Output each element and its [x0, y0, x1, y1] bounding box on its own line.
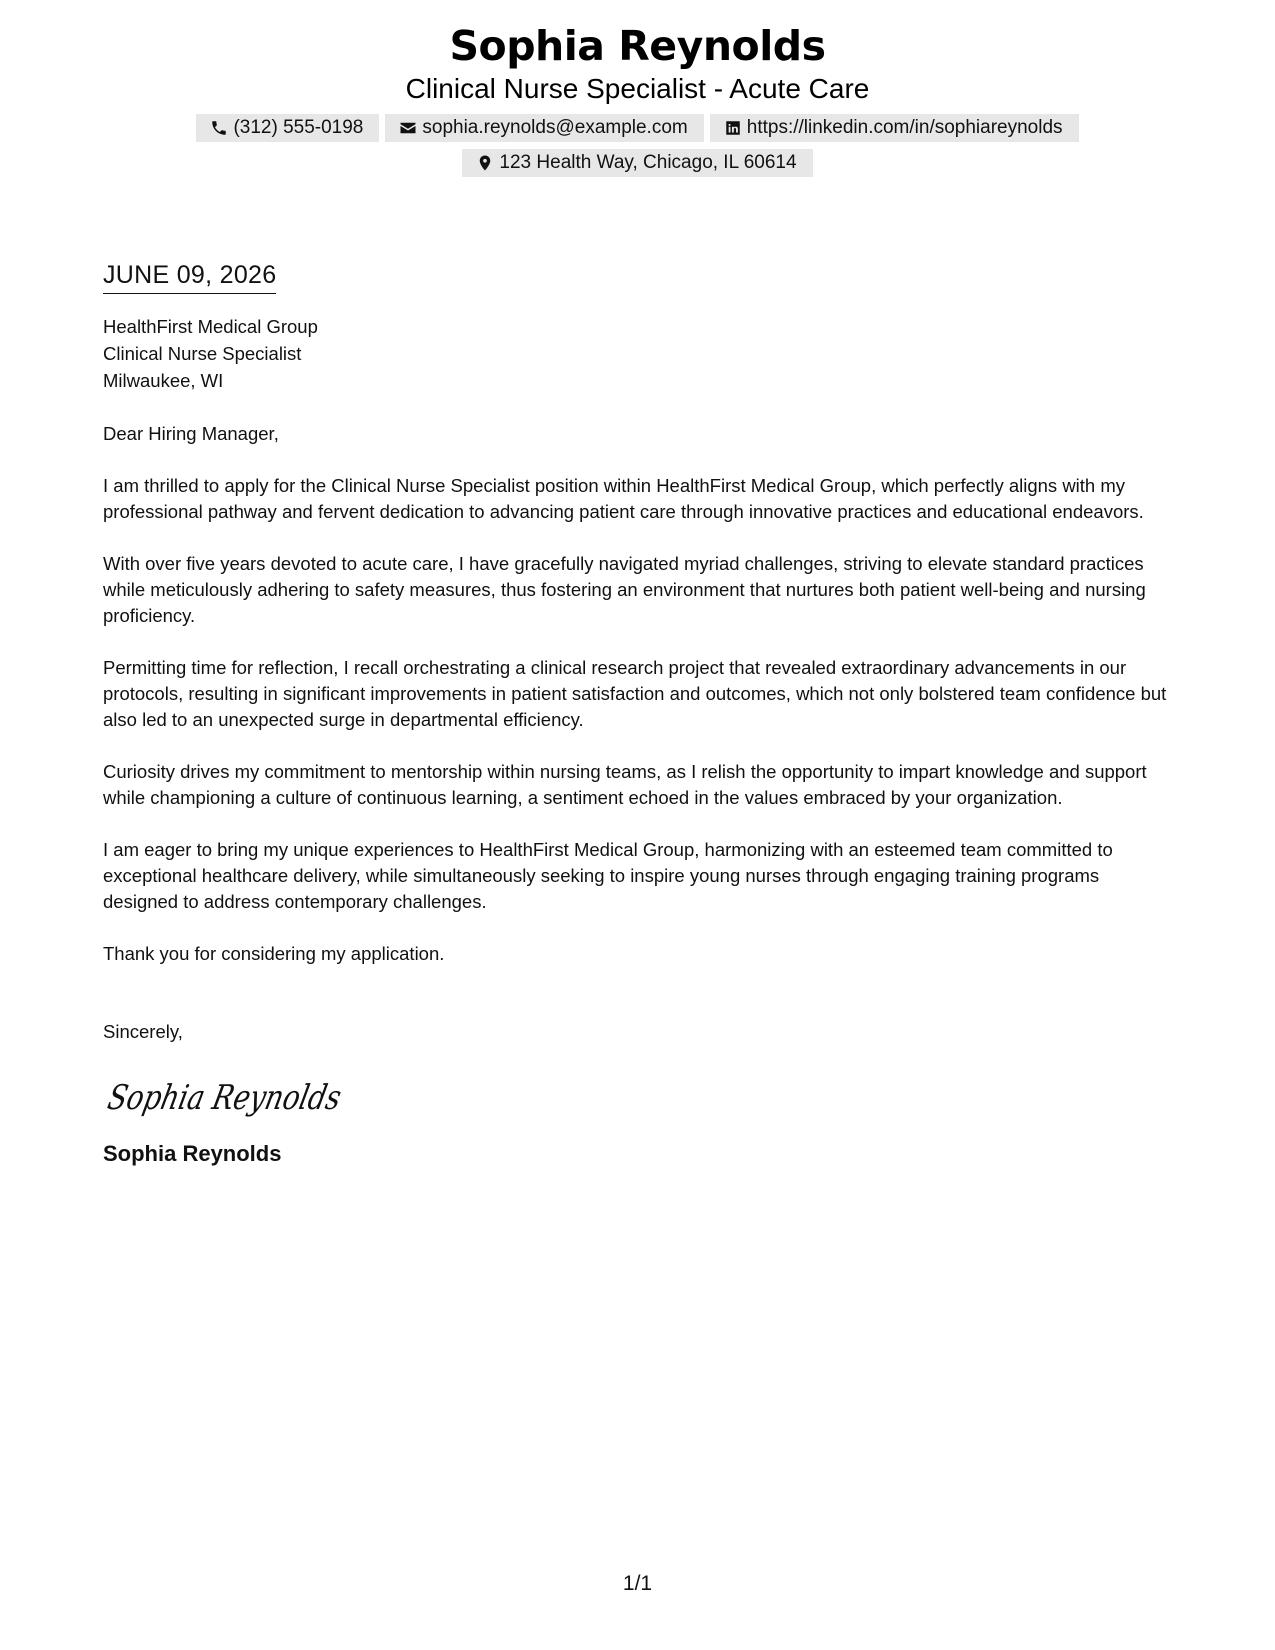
paragraph: Curiosity drives my commitment to mentorship within nursing teams, as I relish the opportunity to impart knowledge and support while championing a culture of continuous learning, a sentiment echoed in the values embraced by your organization. — [103, 761, 1147, 808]
contact-email-text: sophia.reynolds@example.com — [422, 117, 688, 138]
recipient-company: HealthFirst Medical Group — [103, 316, 318, 337]
recipient-location: Milwaukee, WI — [103, 370, 224, 391]
contact-row-secondary — [0, 149, 1275, 177]
contact-phone[interactable] — [196, 114, 379, 142]
paragraph: With over five years devoted to acute care, I have gracefully navigated myriad challenges, striving to elevate standard practices while meticulously adhering to safety measures, thus fostering an environment that nurtures both patient well-being and nursing proficiency. — [103, 553, 1146, 626]
paragraph: I am thrilled to apply for the Clinical Nurse Specialist position within HealthFirst Medical Group, which perfectly aligns with my professional pathway and fervent dedication to advancing patient care through innovative practices and educational endeavors. — [103, 475, 1144, 522]
phone-icon — [210, 119, 228, 137]
contact-phone-text: (312) 555-0198 — [233, 117, 364, 138]
map-pin-icon — [476, 154, 494, 172]
page-number: 1/1 — [622, 1572, 653, 1595]
contact-address-text: 123 Health Way, Chicago, IL 60614 — [499, 152, 797, 173]
envelope-icon — [399, 119, 417, 137]
paragraph: I am eager to bring my unique experiences to HealthFirst Medical Group, harmonizing with an esteemed team committed to exceptional healthcare delivery, while simultaneously seeking to inspire young nurses through engaging training programs designed to address contemporary challenges. — [103, 839, 1113, 912]
salutation: Dear Hiring Manager, — [103, 423, 279, 444]
recipient-position: Clinical Nurse Specialist — [103, 343, 302, 364]
contact-linkedin-text: https://linkedin.com/in/sophiareynolds — [746, 117, 1063, 138]
contact-address — [462, 149, 812, 177]
signer-name: Sophia Reynolds — [103, 1141, 282, 1166]
contact-linkedin[interactable] — [710, 114, 1079, 142]
header-name: Sophia Reynolds — [449, 22, 826, 70]
linkedin-icon — [724, 119, 742, 137]
paragraph: Permitting time for reflection, I recall orchestrating a clinical research project that revealed extraordinary advancements in our protocols, resulting in significant improvements in patient satisfaction and outcomes, which not only bolstered team confidence but also led to an unexpected surge in departmental efficiency. — [103, 657, 1167, 730]
letter-date: JUNE 09, 2026 — [103, 258, 276, 294]
contact-email[interactable] — [385, 114, 703, 142]
recipient-block — [103, 313, 1178, 394]
letter-header — [0, 18, 1275, 177]
contact-row-primary — [0, 114, 1275, 142]
signature-text: Sophia Reynolds — [104, 1078, 400, 1118]
header-title: Clinical Nurse Specialist - Acute Care — [405, 73, 870, 104]
paragraph-thanks: Thank you for considering my application. — [103, 943, 445, 964]
letter-body — [103, 258, 1178, 1169]
handwritten-signature — [104, 1067, 400, 1127]
closing: Sincerely, — [103, 1021, 183, 1042]
